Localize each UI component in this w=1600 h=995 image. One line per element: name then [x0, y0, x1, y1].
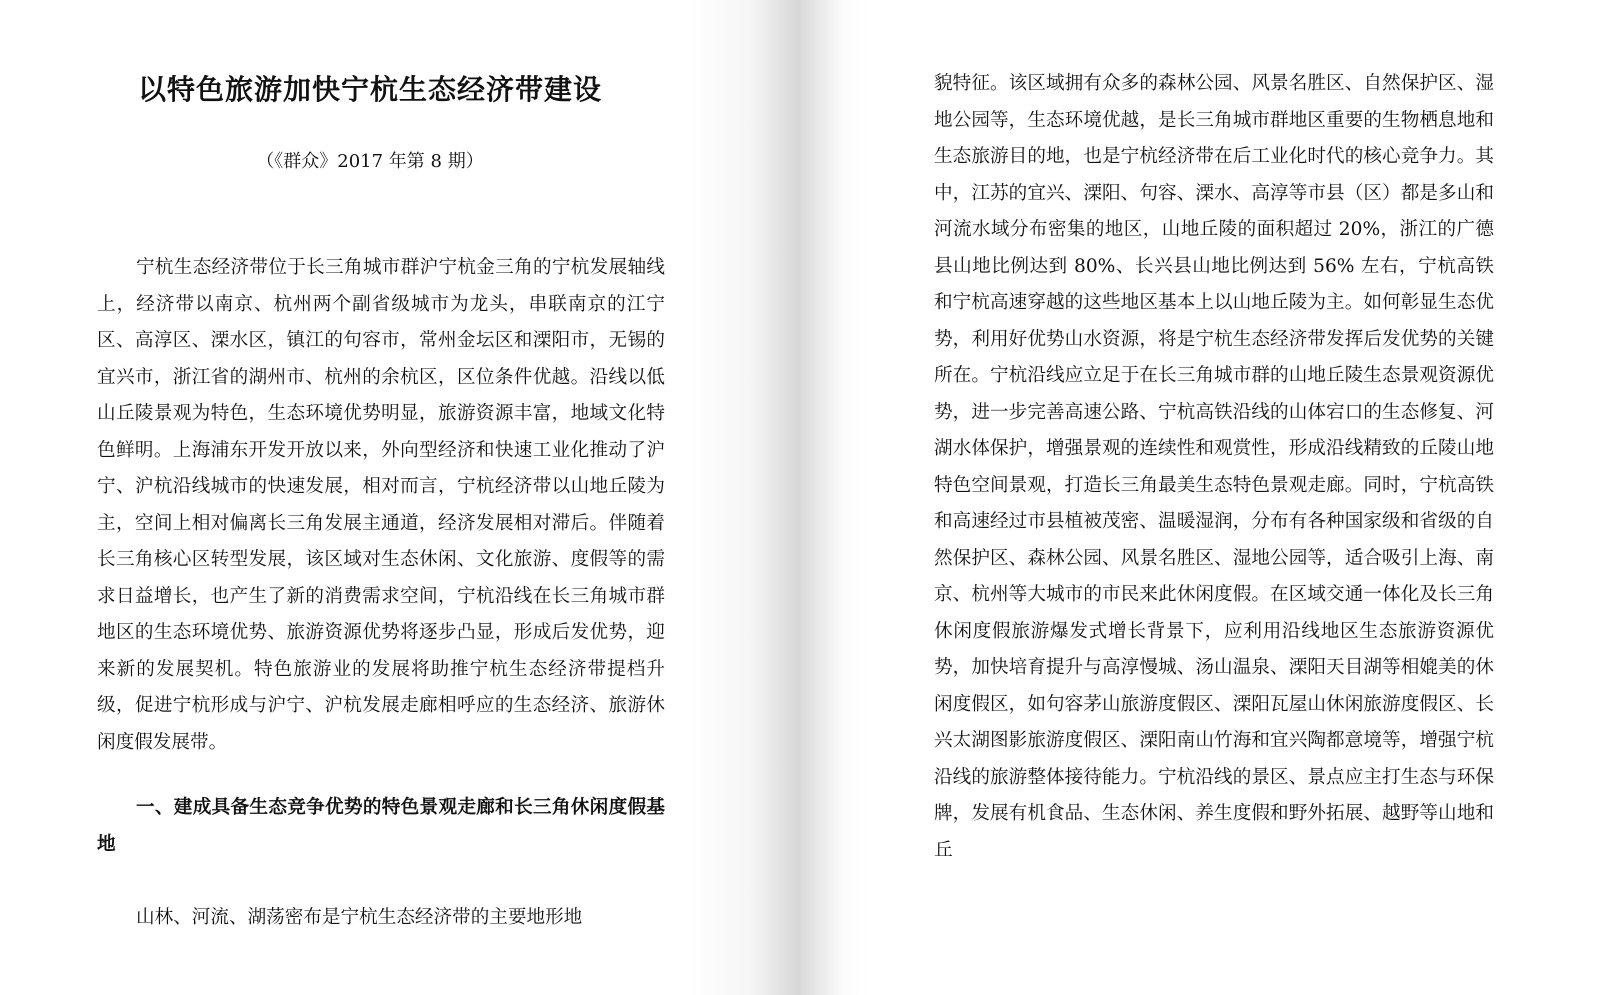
body-paragraph-2: 山林、河流、湖荡密布是宁杭生态经济带的主要地形地	[136, 907, 583, 928]
article-source: （《群众》2017 年第 8 期）	[256, 151, 484, 172]
section-heading-1: 一、建成具备生态竞争优势的特色景观走廊和长三角休闲度假基地	[97, 797, 665, 855]
article-title: 以特色旅游加快宁杭生态经济带建设	[137, 73, 602, 106]
body-paragraph-3: 貌特征。该区域拥有众多的森林公园、风景名胜区、自然保护区、湿地公园等，生态环境优越，是长三角城市群地区重要的生物栖息地和生态旅游目的地，也是宁杭经济带在后工业化时代的核心竞争力。其中，江苏的宜兴、溧阳、句容、溧水、高淳等市县（区）都是多山和河流水域分布密集的地区，山地丘陵的面积超过 20%，浙江的广德县山地比例达到 80%、长兴县山地比例达到 56% 左右，宁杭高铁和宁杭高速穿越的这些地区基本上以山地丘陵为主。如何彰显生态优势，利用好优势山水资源，将是宁杭生态经济带发挥后发优势的关键所在。宁杭沿线应立足于在长三角城市群的山地丘陵生态景观资源优势，进一步完善高速公路、宁杭高铁沿线的山体宕口的生态修复、河湖水体保护，增强景观的连续性和观赏性，形成沿线精致的丘陵山地特色空间景观，打造长三角最美生态特色景观走廊。同时，宁杭高铁和高速经过市县植被茂密、温暖湿润，分布有各种国家级和省级的自然保护区、森林公园、风景名胜区、湿地公园等，适合吸引上海、南京、杭州等大城市的市民来此休闲度假。在区域交通一体化及长三角休闲度假旅游爆发式增长背景下，应利用沿线地区生态旅游资源优势，加快培育提升与高淳慢城、汤山温泉、溧阳天目湖等相媲美的休闲度假区，如句容茅山旅游度假区、溧阳瓦屋山休闲旅游度假区、长兴太湖图影旅游度假区、溧阳南山竹海和宜兴陶都意境等，增强宁杭沿线的旅游整体接待能力。宁杭沿线的景区、景点应主打生态与环保牌，发展有机食品、生态休闲、养生度假和野外拓展、越野等山地和丘	[934, 73, 1494, 861]
right-page	[800, 0, 1600, 995]
body-paragraph-1: 宁杭生态经济带位于长三角城市群沪宁杭金三角的宁杭发展轴线上，经济带以南京、杭州两个副省级城市为龙头，串联南京的江宁区、高淳区、溧水区，镇江的句容市，常州金坛区和溧阳市，无锡的宜兴市，浙江省的湖州市、杭州的余杭区，区位条件优越。沿线以低山丘陵景观为特色，生态环境优势明显，旅游资源丰富，地域文化特色鲜明。上海浦东开发开放以来，外向型经济和快速工业化推动了沪宁、沪杭沿线城市的快速发展，相对而言，宁杭经济带以山地丘陵为主，空间上相对偏离长三角发展主通道，经济发展相对滞后。伴随着长三角核心区转型发展，该区域对生态休闲、文化旅游、度假等的需求日益增长，也产生了新的消费需求空间，宁杭沿线在长三角城市群地区的生态环境优势、旅游资源优势将逐步凸显，形成后发优势，迎来新的发展契机。特色旅游业的发展将助推宁杭生态经济带提档升级，促进宁杭形成与沪宁、沪杭发展走廊相呼应的生态经济、旅游休闲度假发展带。	[97, 257, 665, 753]
